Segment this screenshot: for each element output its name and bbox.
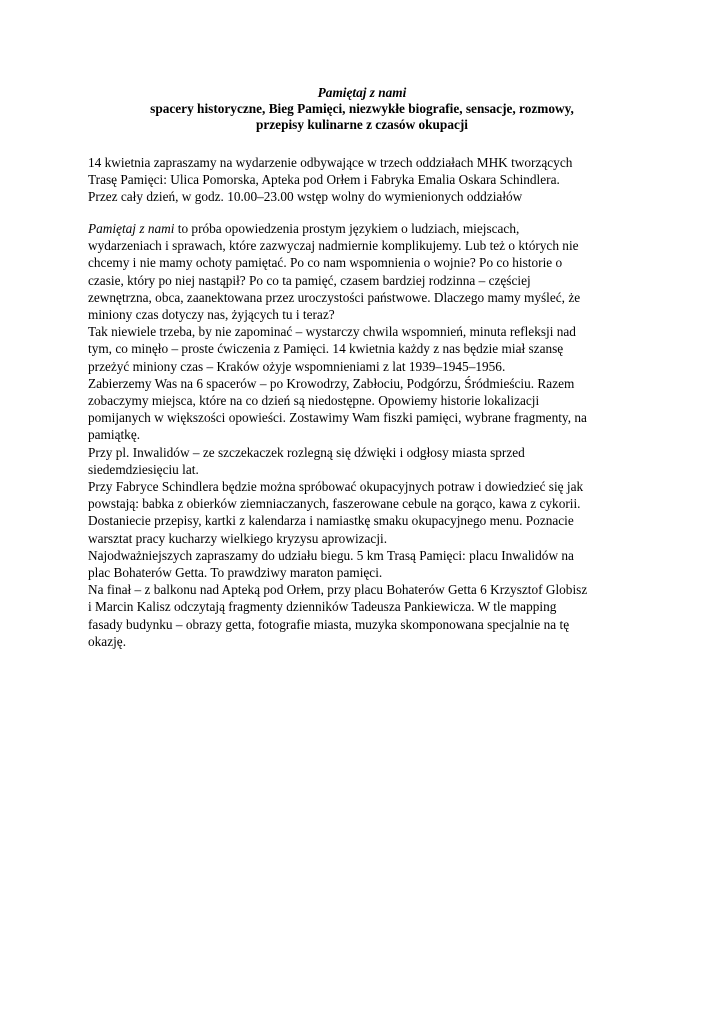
text-line: czasie, który po niej nastąpił? Po co ta pamięć, czasem bardziej rodzinna – częściej xyxy=(88,272,531,288)
intro-line: Trasę Pamięci: Ulica Pomorska, Apteka pod Orłem i Fabryka Emalia Oskara Schindlera. xyxy=(88,172,560,188)
text-line: plac Bohaterów Getta. To prawdziwy maraton pamięci. xyxy=(88,565,383,581)
document-subtitle-line-1: spacery historyczne, Bieg Pamięci, niezwykłe biografie, sensacje, rozmowy, xyxy=(150,101,574,116)
text-line: Najodważniejszych zapraszamy do udziału biegu. 5 km Trasą Pamięci: placu Inwalidów na xyxy=(88,547,574,563)
text-line: zewnętrzna, obca, zaanektowana przez uroczystości państwowe. Dlaczego mamy myśleć, że xyxy=(88,289,581,305)
text-line: Przy Fabryce Schindlera będzie można spróbować okupacyjnych potraw i dowiedzieć się jak xyxy=(88,479,584,495)
main-first-line-rest: to próba opowiedzenia prostym językiem o ludziach, miejscach, xyxy=(174,221,520,236)
text-line: pomijanych w większości opowieści. Zostawimy Wam fiszki pamięci, wybrane fragmenty, na xyxy=(88,410,587,426)
text-line: Dostaniecie przepisy, kartki z kalendarza i namiastkę smaku okupacyjnego menu. Poznacie xyxy=(88,513,574,529)
main-text xyxy=(88,220,648,650)
text-line: okazję. xyxy=(88,633,127,649)
document-subtitle-line-2: przepisy kulinarne z czasów okupacji xyxy=(255,117,469,132)
text-line: fasady budynku – obrazy getta, fotografie miasta, muzyka skomponowana specjalnie na tę xyxy=(88,616,570,632)
text-line: Tak niewiele trzeba, by nie zapominać – wystarczy chwila wspomnień, minuta refleksji nad xyxy=(88,324,576,340)
text-line: i Marcin Kalisz odczytają fragmenty dzienników Tadeusza Pankiewicza. W tle mapping xyxy=(88,599,557,615)
document-header xyxy=(0,85,724,133)
text-line: miniony czas dotyczy nas, żyjących tu i teraz? xyxy=(88,307,335,323)
text-line: przeżyć miniony czas – Kraków ożyje wspomnieniami z lat 1939–1945–1956. xyxy=(88,358,506,374)
text-line: zobaczymy miejsca, które na co dzień są niedostępne. Opowiemy historie lokalizacji xyxy=(88,393,540,409)
intro-paragraph xyxy=(88,154,648,206)
event-name-italic: Pamiętaj z nami xyxy=(88,221,175,236)
text-line: Na finał – z balkonu nad Apteką pod Orłem, przy placu Bohaterów Getta 6 Krzysztof Globisz xyxy=(88,582,588,598)
text-line: Przy pl. Inwalidów – ze szczekaczek rozlegną się dźwięki i odgłosy miasta sprzed xyxy=(88,444,525,460)
text-line: siedemdziesięciu lat. xyxy=(88,461,199,477)
intro-line: 14 kwietnia zapraszamy na wydarzenie odbywające w trzech oddziałach MHK tworzących xyxy=(88,155,573,170)
intro-line: Przez cały dzień, w godz. 10.00–23.00 wstęp wolny do wymienionych oddziałów xyxy=(88,189,523,205)
document-title: Pamiętaj z nami xyxy=(317,85,407,100)
text-line: Zabierzemy Was na 6 spacerów – po Krowodrzy, Zabłociu, Podgórzu, Śródmieściu. Razem xyxy=(88,375,575,391)
main-first-line xyxy=(88,220,648,237)
text-line: pamiątkę. xyxy=(88,427,141,443)
text-line: wydarzeniach i sprawach, które zazwyczaj nadmiernie komplikujemy. Lub też o których nie xyxy=(88,238,579,254)
text-line: powstają: babka z obierków ziemniaczanych, faszerowane cebule na gorąco, kawa z cykorii. xyxy=(88,496,581,512)
text-line: chcemy i nie mamy ochoty pamiętać. Po co nam wspomnienia o wojnie? Po co historie o xyxy=(88,255,563,271)
text-line: warsztat pracy kucharzy wielkiego kryzysu aprowizacji. xyxy=(88,530,388,546)
text-line: tym, co minęło – proste ćwiczenia z Pamięci. 14 kwietnia każdy z nas będzie miał szansę xyxy=(88,341,564,357)
